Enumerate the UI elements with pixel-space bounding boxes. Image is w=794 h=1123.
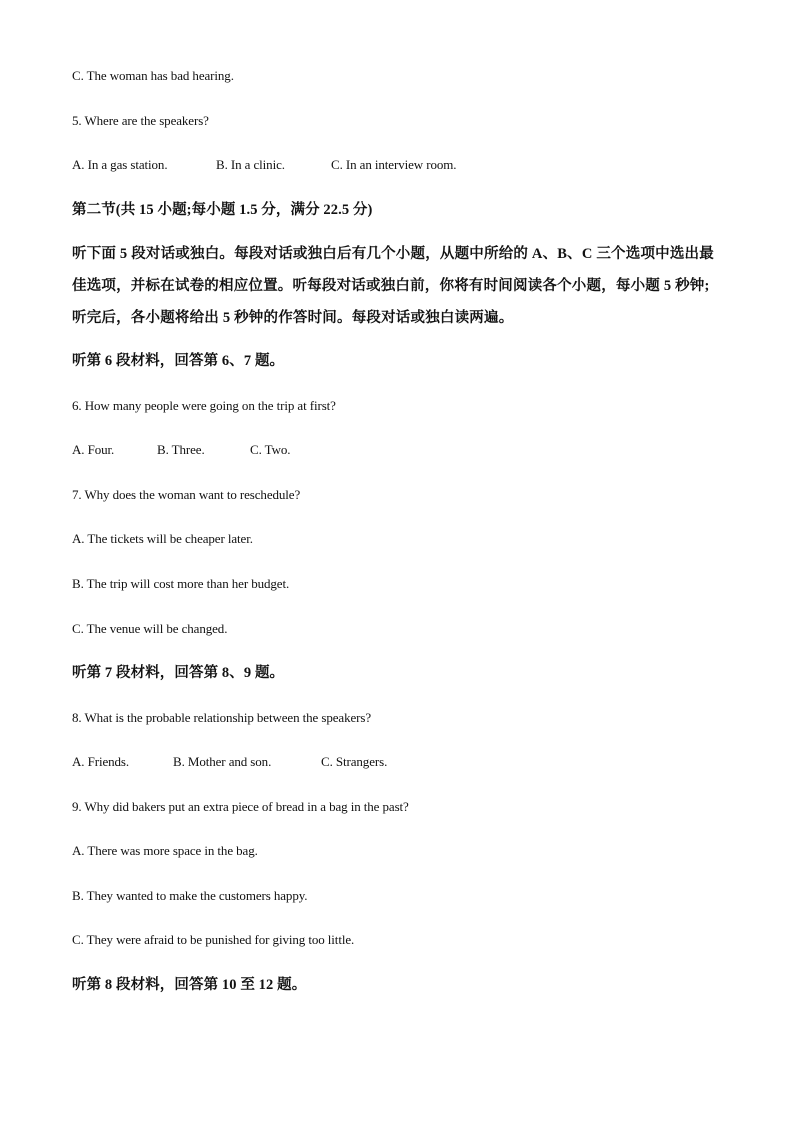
q8-option-c: C. Strangers.	[321, 754, 388, 769]
section2-instructions: 听下面 5 段对话或独白。每段对话或独白后有几个小题，从题中所给的 A、B、C 三个选项中选出最佳选项，并标在试卷的相应位置。听每段对话或独白前，你将有时间阅读各个小题，每小题 5 秒钟;听完后，各小题将给出 5 秒钟的作答时间。每段对话或独白读两遍。	[72, 246, 714, 326]
q8-question: 8. What is the probable relationship between the speakers?	[72, 710, 371, 725]
q6-option-a: A. Four.	[72, 442, 115, 457]
q6-option-b: B. Three.	[157, 442, 205, 457]
q5-option-b: B. In a clinic.	[216, 157, 285, 172]
material7-heading: 听第 7 段材料，回答第 8、9 题。	[72, 665, 285, 681]
q5-option-a: A. In a gas station.	[72, 157, 168, 172]
q9-option-b: B. They wanted to make the customers happy.	[72, 888, 308, 903]
q8-options	[72, 754, 387, 770]
q9-option-a: A. There was more space in the bag.	[72, 843, 258, 858]
q5-question: 5. Where are the speakers?	[72, 113, 209, 128]
q8-option-a: A. Friends.	[72, 754, 130, 769]
q9-option-c: C. They were afraid to be punished for giving too little.	[72, 932, 355, 947]
q7-option-b: B. The trip will cost more than her budget.	[72, 576, 290, 591]
q7-question: 7. Why does the woman want to reschedule?	[72, 487, 301, 502]
q6-options	[72, 442, 290, 458]
q8-option-b: B. Mother and son.	[173, 754, 272, 769]
q5-options	[72, 157, 456, 173]
q4-option-c: C. The woman has bad hearing.	[72, 68, 234, 83]
q9-question: 9. Why did bakers put an extra piece of bread in a bag in the past?	[72, 799, 409, 814]
material8-heading: 听第 8 段材料，回答第 10 至 12 题。	[72, 977, 307, 993]
q5-option-c: C. In an interview room.	[331, 157, 457, 172]
q6-option-c: C. Two.	[250, 442, 291, 457]
q7-option-c: C. The venue will be changed.	[72, 621, 228, 636]
q7-option-a: A. The tickets will be cheaper later.	[72, 531, 253, 546]
section2-heading: 第二节(共 15 小题;每小题 1.5 分，满分 22.5 分)	[72, 202, 373, 218]
material6-heading: 听第 6 段材料，回答第 6、7 题。	[72, 353, 285, 369]
q6-question: 6. How many people were going on the trip at first?	[72, 398, 336, 413]
